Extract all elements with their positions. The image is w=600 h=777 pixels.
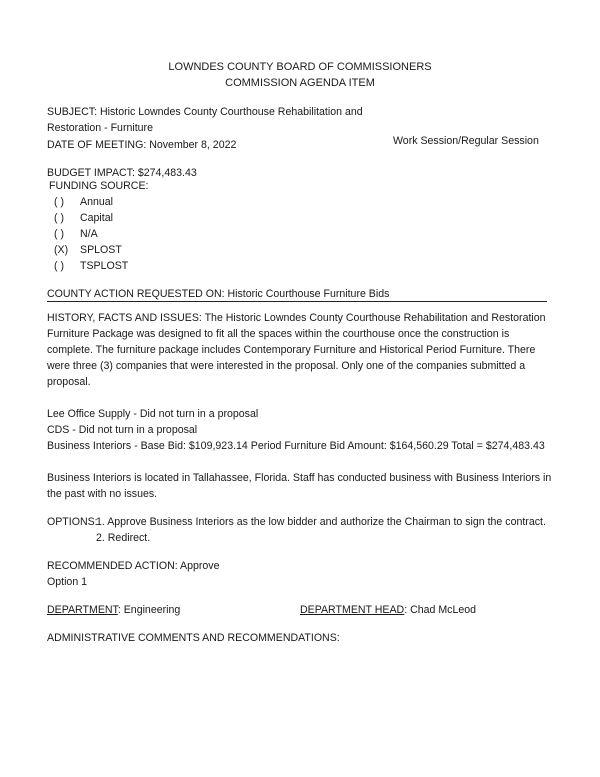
checkbox-mark: ( ) (54, 228, 64, 240)
subject-line-2: Restoration - Furniture (47, 122, 153, 134)
option-label: Annual (80, 196, 113, 208)
option-label: SPLOST (80, 244, 122, 256)
checkbox-mark: ( ) (54, 212, 64, 224)
department-head-value: : Chad McLeod (404, 604, 477, 616)
checkbox-mark: ( ) (54, 196, 64, 208)
meeting-date: DATE OF MEETING: November 8, 2022 (47, 139, 237, 151)
option-label: N/A (80, 228, 98, 240)
session-type: Work Session/Regular Session (393, 135, 539, 147)
history-line: HISTORY, FACTS AND ISSUES: The Historic Lowndes County Courthouse Rehabilitation and Restoration (47, 312, 546, 324)
checkbox-mark: ( ) (54, 260, 64, 272)
admin-comments: ADMINISTRATIVE COMMENTS AND RECOMMENDATIONS: (47, 632, 340, 644)
funding-option-tsplost (54, 260, 128, 273)
budget-impact: BUDGET IMPACT: $274,483.43 (47, 167, 197, 179)
funding-option-na (54, 228, 98, 241)
option-label: Capital (80, 212, 113, 224)
recommended-option: Option 1 (47, 576, 88, 588)
divider (47, 301, 547, 302)
location-line: the past with no issues. (47, 488, 158, 500)
bid-business-interiors: Business Interiors - Base Bid: $109,923.14 Period Furniture Bid Amount: $164,560.29 Total = $274,483.43 (47, 440, 545, 452)
subject-line-1: SUBJECT: Historic Lowndes County Courthouse Rehabilitation and (47, 106, 363, 118)
department (47, 604, 180, 617)
option-label: TSPLOST (80, 260, 129, 272)
department-value: : Engineering (117, 604, 181, 616)
history-line: were three (3) companies that were interested in the proposal. Only one of the companies submitted a (47, 360, 526, 372)
funding-option-capital (54, 212, 113, 225)
funding-source-label: FUNDING SOURCE: (49, 180, 149, 192)
department-label: DEPARTMENT (47, 604, 118, 616)
history-line: Furniture Package was designed to fit all the spaces within the courthouse once the construction is (47, 328, 510, 340)
bid-lee-office-supply: Lee Office Supply - Did not turn in a proposal (47, 408, 259, 420)
action-requested: COUNTY ACTION REQUESTED ON: Historic Courthouse Furniture Bids (47, 288, 390, 300)
bid-cds: CDS - Did not turn in a proposal (47, 424, 198, 436)
history-line: complete. The furniture package includes Contemporary Furniture and Historical Period Furniture. There (47, 344, 536, 356)
history-line: proposal. (47, 376, 91, 388)
funding-option-annual (54, 196, 113, 209)
location-line: Business Interiors is located in Tallahassee, Florida. Staff has conducted business with Business Interiors in (47, 472, 552, 484)
checkbox-mark: (X) (54, 244, 69, 256)
funding-option-splost (54, 244, 122, 257)
department-head-label: DEPARTMENT HEAD (300, 604, 405, 616)
header-subtitle: COMMISSION AGENDA ITEM (225, 77, 375, 89)
department-head (300, 604, 476, 617)
recommended-action: RECOMMENDED ACTION: Approve (47, 560, 220, 572)
header-title: LOWNDES COUNTY BOARD OF COMMISSIONERS (168, 61, 432, 73)
option-2: 2. Redirect. (96, 532, 151, 544)
options-label: OPTIONS: (47, 516, 98, 528)
option-1: 1. Approve Business Interiors as the low bidder and authorize the Chairman to sign the contract. (96, 516, 546, 528)
